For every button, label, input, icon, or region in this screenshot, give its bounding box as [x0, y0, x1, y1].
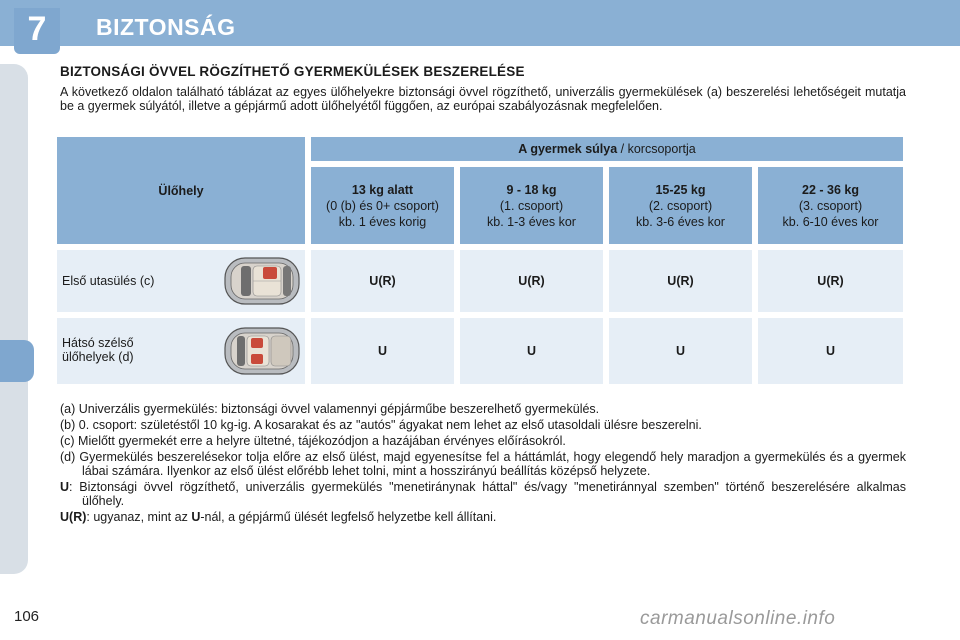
group-age: kb. 6-10 éves kor	[782, 214, 879, 229]
watermark: carmanualsonline.info	[640, 608, 836, 629]
chapter-number: 7	[27, 10, 47, 48]
intro-paragraph: A következő oldalon található táblázat az egyes ülőhelyekre biztonsági övvel rögzíthető, univerzális gyermekülések (a) beszerelési lehetőségeit mutatja be a gyermek súlyától, illetve a gépjármű adott ülőhelyétől függően, az európai szabályozásnak megfelelően.	[60, 85, 906, 113]
note-d: (d) Gyermekülés beszerelésekor tolja előre az első ülést, majd egyenesítse fel a háttámlát, hogy elegendő hely maradjon a gyermekülés és a gyermek lábai számára. Ilyenkor az első ülést előrébb lehet tolni, mint a hosszirányú beállítás középső helyzete.	[60, 450, 906, 478]
group-name: (3. csoport)	[798, 198, 863, 213]
table-cell: U	[758, 318, 903, 384]
seat-column-header	[57, 137, 305, 244]
group-header	[311, 167, 454, 244]
group-age: kb. 1-3 éves kor	[487, 214, 576, 229]
group-header	[460, 167, 603, 244]
group-name: (0 (b) és 0+ csoport)	[326, 198, 439, 213]
group-header	[609, 167, 752, 244]
group-weight: 9 - 18 kg	[506, 182, 557, 197]
car-rear-seat-icon	[223, 324, 301, 378]
group-weight: 22 - 36 kg	[802, 182, 859, 197]
group-name: (1. csoport)	[499, 198, 564, 213]
group-weight: 15-25 kg	[655, 182, 706, 197]
table-cell: U(R)	[311, 250, 454, 312]
note-ur-inline-key: U	[191, 510, 201, 524]
chapter-title: BIZTONSÁG	[96, 14, 236, 40]
table-cell: U(R)	[609, 250, 752, 312]
note-ur-text-1: : ugyanaz, mint az	[86, 510, 192, 524]
side-strip	[0, 64, 28, 574]
group-weight: 13 kg alatt	[351, 182, 414, 197]
note-a: (a) Univerzális gyermekülés: biztonsági övvel valamennyi gépjárműbe beszerelhető gyermekülés.	[60, 402, 600, 416]
row-label: Hátsó szélső ülőhelyek (d)	[62, 336, 134, 364]
seat-header-text: Ülőhely	[158, 183, 204, 198]
table-cell: U	[460, 318, 603, 384]
group-age: kb. 3-6 éves kor	[636, 214, 725, 229]
group-age: kb. 1 éves korig	[338, 214, 427, 229]
note-c: (c) Mielőtt gyermekét erre a helyre ültetné, tájékozódjon a hazájában érvényes előírásokról.	[60, 434, 566, 448]
note-u-key: U	[60, 480, 70, 494]
page-number: 106	[14, 608, 40, 625]
table-cell: U	[609, 318, 752, 384]
group-header	[758, 167, 903, 244]
note-ur	[60, 510, 906, 524]
note-b: (b) 0. csoport: születéstől 10 kg-ig. A kosarakat és az "autós" ágyakat nem lehet az első utasoldali ülésre beszerelni.	[60, 418, 702, 432]
note-u-text: : Biztonsági övvel rögzíthető, univerzális gyermekülés "menetiránynak háttal" és/vagy "menetiránnyal szemben" történő beszerelésére alkalmas ülőhely.	[69, 480, 906, 508]
table-row-label-cell	[57, 318, 305, 384]
footnotes	[60, 402, 906, 526]
note-ur-key: U(R)	[60, 510, 87, 524]
weight-header-bold: A gyermek súlya	[518, 142, 618, 156]
section-heading: BIZTONSÁGI ÖVVEL RÖGZÍTHETŐ GYERMEKÜLÉSEK BESZERELÉSE	[60, 64, 525, 79]
note-u	[60, 480, 906, 508]
table-cell: U(R)	[460, 250, 603, 312]
weight-header	[311, 137, 903, 161]
weight-header-rest: / korcsoportja	[617, 142, 696, 156]
chapter-tab	[0, 340, 34, 382]
table-row-label-cell	[57, 250, 305, 312]
table-cell: U(R)	[758, 250, 903, 312]
row-label: Első utasülés (c)	[62, 274, 155, 288]
table-cell: U	[311, 318, 454, 384]
group-name: (2. csoport)	[648, 198, 713, 213]
note-ur-text-2: -nál, a gépjármű ülését legfelső helyzetbe kell állítani.	[200, 510, 497, 524]
car-front-seat-icon	[223, 254, 301, 308]
